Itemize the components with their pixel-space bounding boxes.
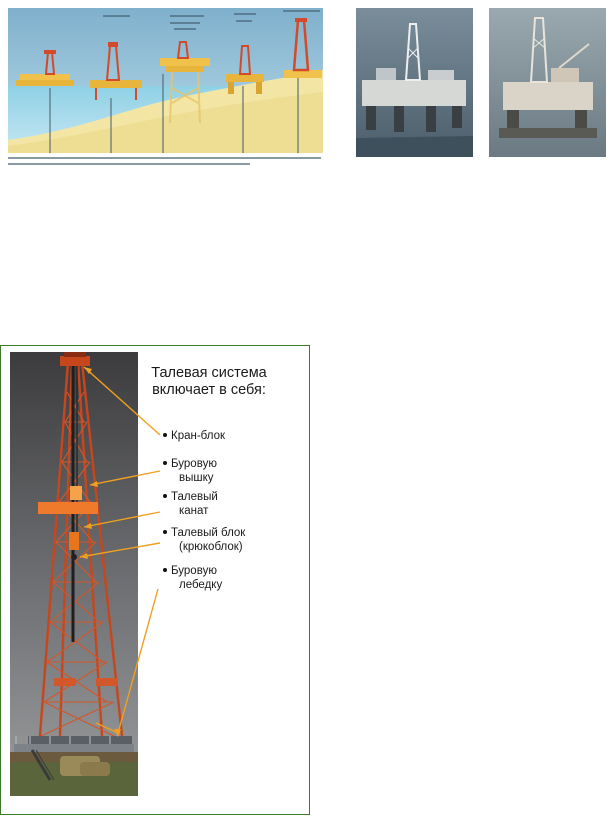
bullet-dot [163, 433, 167, 437]
figure-title [139, 365, 279, 399]
item-drawworks-label-2: лебедку [179, 579, 223, 591]
illustration-rule-1 [8, 157, 321, 159]
bullet-dot [163, 461, 167, 465]
item-crown-block-label: Кран-блок [171, 430, 226, 442]
item-traveling-block-label-1: Талевый блок [171, 527, 246, 539]
item-derrick-label-2: вышку [179, 472, 214, 484]
item-drilling-line-label-1: Талевый [171, 491, 218, 503]
figure-title-line-2: включает в себя: [152, 382, 266, 398]
offshore-rig-photo-2 [489, 8, 606, 157]
figure-title-line-1: Талевая система [151, 365, 267, 381]
bullet-dot [163, 568, 167, 572]
illustration-rule-2 [8, 163, 250, 165]
bullet-dot [163, 494, 167, 498]
bullet-dot [163, 530, 167, 534]
item-derrick-label-1: Буровую [171, 458, 217, 470]
item-drilling-line-label-2: канат [179, 505, 209, 517]
offshore-rig-photo-1 [356, 8, 473, 157]
item-drawworks-label-1: Буровую [171, 565, 217, 577]
offshore-platforms-illustration [8, 8, 323, 153]
item-traveling-block-label-2: (крюкоблок) [179, 541, 243, 553]
callout-arrows [0, 345, 310, 815]
